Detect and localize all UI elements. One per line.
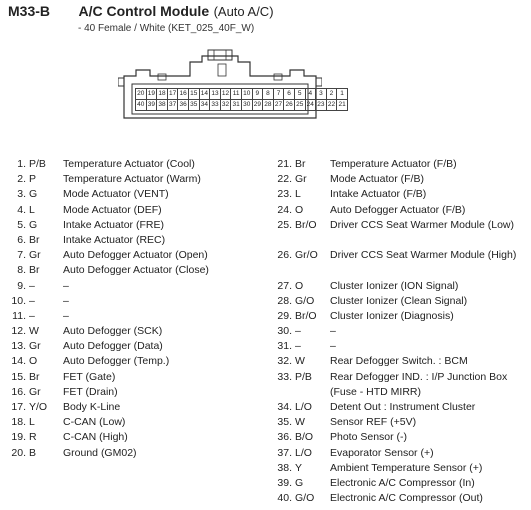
pin-entry [4, 279, 273, 294]
pin-description: Mode Actuator (DEF) [63, 203, 162, 216]
wire-color: B [29, 446, 37, 459]
pin-cell: 14 [199, 89, 210, 100]
wire-color: P/B [295, 370, 312, 383]
pin-description: C-CAN (High) [63, 431, 128, 444]
pin-number: 20. [11, 446, 26, 459]
wire-color: Y [295, 461, 303, 474]
pin-number: 1. [17, 158, 26, 170]
document-header [8, 3, 274, 21]
pin-description: Auto Defogger Actuator (Open) [63, 249, 208, 262]
pin-cell: 30 [241, 100, 252, 111]
pin-entry [268, 476, 530, 491]
pin-description: Auto Defogger (SCK) [63, 325, 163, 338]
pin-description: Rear Defogger Switch. : BCM [330, 355, 468, 368]
pin-cell: 21 [337, 100, 348, 111]
pin-cell: 23 [316, 100, 327, 111]
pin-entry [4, 385, 273, 400]
pin-entry [4, 415, 273, 430]
pin-cell: 15 [188, 89, 199, 100]
wire-color: Gr [295, 173, 307, 186]
pin-entry [4, 172, 273, 187]
connector-spec: - 40 Female / White (KET_025_40F_W) [78, 23, 255, 34]
pin-description: Detent Out : Instrument Cluster [330, 401, 476, 414]
pin-description: Driver CCS Seat Warmer Module (High) [330, 249, 517, 262]
pin-entry [268, 248, 530, 278]
pin-description: Cluster Ionizer (Diagnosis) [330, 309, 454, 322]
pin-description: Cluster Ionizer (ION Signal) [330, 279, 459, 292]
pin-description: – [63, 279, 69, 292]
wire-color: O [295, 279, 304, 292]
pin-list-left [4, 157, 273, 461]
pin-number: 29. [277, 309, 292, 322]
pin-cell: 33 [210, 100, 221, 111]
wire-color: G [29, 218, 38, 231]
pin-entry [268, 415, 530, 430]
pin-cell: 6 [284, 89, 295, 100]
pin-cell: 19 [146, 89, 157, 100]
pin-cell: 29 [252, 100, 263, 111]
pin-number: 17. [11, 401, 26, 413]
wire-color: Gr [29, 385, 41, 398]
pin-description: Body K-Line [63, 401, 121, 413]
pin-list-right [268, 157, 530, 506]
wire-color: Br [29, 370, 40, 383]
wire-color: W [295, 416, 305, 429]
pin-description: Intake Actuator (REC) [63, 233, 166, 246]
pin-number: 12. [11, 325, 26, 338]
pin-entry [4, 248, 273, 263]
pin-entry [268, 218, 530, 248]
pin-cell: 26 [284, 100, 295, 111]
wire-color: G/O [295, 294, 315, 307]
pin-entry [4, 370, 273, 385]
pin-number: 25. [277, 218, 292, 231]
pin-entry [4, 446, 273, 461]
pin-description: Cluster Ionizer (Clean Signal) [330, 294, 468, 307]
wire-color: G [29, 188, 38, 201]
pin-number: 24. [277, 203, 292, 216]
pin-number: 3. [17, 188, 26, 201]
wire-color: Br [29, 264, 40, 277]
pin-cell: 22 [326, 100, 337, 111]
pin-cell: 2 [326, 89, 337, 100]
pin-number: 27. [277, 279, 292, 292]
pin-entry [268, 172, 530, 187]
pin-description: FET (Drain) [63, 385, 118, 398]
pin-number: 26. [277, 249, 292, 262]
connector-pin-grid [135, 88, 348, 111]
pin-cell: 13 [210, 89, 221, 100]
pin-description: Driver CCS Seat Warmer Module (Low) [330, 218, 514, 231]
pin-entry [268, 294, 530, 309]
pin-cell: 11 [231, 89, 242, 100]
wire-color: Br [295, 158, 306, 170]
pin-description: FET (Gate) [63, 370, 116, 383]
pin-description: Mode Actuator (VENT) [63, 188, 169, 201]
pin-entry [268, 491, 530, 506]
pin-number: 9. [17, 279, 26, 292]
wire-color: – [29, 294, 35, 307]
pin-description: Electronic A/C Compressor (Out) [330, 492, 483, 505]
pin-description: – [63, 294, 69, 307]
pin-description: Rear Defogger IND. : I/P Junction Box (Fuse - HTD MIRR) [330, 370, 508, 398]
pin-entry [268, 354, 530, 369]
pin-entry [4, 324, 273, 339]
pin-number: 11. [12, 309, 26, 322]
pin-description: Intake Actuator (F/B) [330, 188, 427, 201]
pin-entry [4, 430, 273, 445]
pin-number: 19. [11, 431, 26, 444]
pin-entry [4, 294, 273, 309]
wire-color: L [29, 203, 35, 216]
pin-entry [4, 157, 273, 172]
wire-color: – [295, 325, 301, 338]
pin-number: 5. [17, 218, 26, 231]
pin-entry [268, 203, 530, 218]
wire-color: R [29, 431, 37, 444]
pin-cell: 7 [273, 89, 284, 100]
pin-entry [4, 203, 273, 218]
pin-number: 2. [17, 173, 26, 186]
pin-description: – [63, 309, 69, 322]
pin-number: 39. [277, 476, 292, 489]
wire-color: Y/O [29, 401, 48, 413]
pin-description: Auto Defogger (Data) [63, 340, 163, 353]
wire-color: G/O [295, 492, 315, 505]
pin-number: 23. [277, 188, 292, 201]
pin-number: 36. [277, 431, 292, 444]
pin-cell: 35 [188, 100, 199, 111]
pin-description: Auto Defogger Actuator (Close) [63, 264, 209, 277]
pin-entry [268, 461, 530, 476]
pin-entry [268, 279, 530, 294]
pin-cell: 28 [263, 100, 274, 111]
pin-cell: 38 [157, 100, 168, 111]
pin-description: Auto Defogger Actuator (F/B) [330, 203, 466, 216]
pin-entry [4, 218, 273, 233]
pin-cell: 24 [305, 100, 316, 111]
pin-number: 21. [277, 158, 292, 170]
pin-number: 18. [11, 416, 26, 429]
pin-cell: 18 [157, 89, 168, 100]
pin-cell: 20 [136, 89, 147, 100]
pin-description: – [330, 325, 336, 338]
pin-entry [4, 400, 273, 415]
pin-description: Ground (GM02) [63, 446, 137, 459]
pin-description: Electronic A/C Compressor (In) [330, 476, 475, 489]
pin-description: Intake Actuator (FRE) [63, 218, 164, 231]
pin-number: 38. [277, 461, 292, 474]
pin-number: 4. [17, 203, 26, 216]
wire-color: G [295, 476, 304, 489]
wire-color: B/O [295, 431, 314, 444]
wire-color: O [295, 203, 304, 216]
pin-number: 31. [277, 340, 292, 353]
wire-color: L/O [295, 446, 312, 459]
pin-cell: 32 [220, 100, 231, 111]
pin-number: 13. [11, 340, 26, 353]
pin-number: 32. [277, 355, 292, 368]
pin-entry [4, 354, 273, 369]
pin-entry [268, 309, 530, 324]
pin-cell: 16 [178, 89, 189, 100]
pin-entry [4, 187, 273, 202]
pin-entry [4, 339, 273, 354]
pin-row-top [136, 89, 348, 100]
wire-color: Gr/O [295, 249, 318, 262]
pin-number: 30. [277, 325, 292, 338]
wire-color: L [29, 416, 35, 429]
pin-entry [4, 309, 273, 324]
wire-color: – [29, 309, 35, 322]
pin-description: Auto Defogger (Temp.) [63, 355, 170, 368]
pin-cell: 10 [241, 89, 252, 100]
wire-color: Br [29, 233, 40, 246]
wire-color: Gr [29, 340, 41, 353]
pin-description: Ambient Temperature Sensor (+) [330, 461, 483, 474]
pin-cell: 5 [294, 89, 305, 100]
pin-cell: 39 [146, 100, 157, 111]
pin-row-bottom [136, 100, 348, 111]
pin-entry [268, 446, 530, 461]
pin-number: 10. [11, 294, 26, 307]
pin-entry [268, 370, 530, 400]
wire-color: Br/O [295, 309, 317, 322]
pin-entry [268, 430, 530, 445]
pin-cell: 34 [199, 100, 210, 111]
pin-entry [268, 400, 530, 415]
pin-cell: 3 [316, 89, 327, 100]
wire-color: O [29, 355, 38, 368]
pin-number: 15. [11, 370, 26, 383]
pin-entry [268, 187, 530, 202]
pin-cell: 36 [178, 100, 189, 111]
document-title: A/C Control Module [78, 3, 210, 19]
pin-number: 8. [17, 264, 26, 277]
wire-color: W [29, 325, 39, 338]
pin-entry [268, 324, 530, 339]
pin-cell: 9 [252, 89, 263, 100]
wire-color: P/B [29, 158, 46, 170]
pin-cell: 37 [167, 100, 178, 111]
pin-description: – [330, 340, 336, 353]
pin-cell: 17 [167, 89, 178, 100]
wire-color: – [295, 340, 301, 353]
pin-cell: 1 [337, 89, 348, 100]
pin-number: 14. [11, 355, 26, 368]
pin-description: Evaporator Sensor (+) [330, 446, 434, 459]
pin-number: 22. [277, 173, 292, 186]
pin-entry [4, 233, 273, 248]
pin-cell: 8 [263, 89, 274, 100]
pin-description: Temperature Actuator (Warm) [63, 173, 201, 186]
pin-number: 34. [277, 401, 292, 414]
pin-entry [268, 157, 530, 172]
connector-code: M33-B [8, 3, 51, 19]
pin-description: Photo Sensor (-) [330, 431, 408, 444]
pin-number: 28. [277, 294, 292, 307]
wire-color: L/O [295, 401, 312, 414]
pin-entry [4, 263, 273, 278]
pin-cell: 25 [294, 100, 305, 111]
pin-number: 40. [277, 492, 292, 505]
pin-description: Mode Actuator (F/B) [330, 173, 424, 186]
document-subtitle: (Auto A/C) [213, 4, 274, 19]
pin-number: 37. [277, 446, 292, 459]
pin-description: Temperature Actuator (F/B) [330, 158, 457, 170]
pin-cell: 12 [220, 89, 231, 100]
wire-color: – [29, 279, 35, 292]
pin-description: Temperature Actuator (Cool) [63, 158, 195, 170]
pin-cell: 40 [136, 100, 147, 111]
pin-number: 33. [277, 370, 292, 383]
pin-number: 7. [17, 249, 26, 262]
pin-cell: 4 [305, 89, 316, 100]
wire-color: Br/O [295, 218, 317, 231]
wire-color: L [295, 188, 301, 201]
pin-number: 16. [11, 385, 26, 398]
wire-color: Gr [29, 249, 41, 262]
pin-cell: 27 [273, 100, 284, 111]
pin-cell: 31 [231, 100, 242, 111]
pin-description: Sensor REF (+5V) [330, 416, 417, 429]
wire-color: W [295, 355, 305, 368]
pin-entry [268, 339, 530, 354]
pin-number: 6. [17, 233, 26, 246]
pin-number: 35. [277, 416, 292, 429]
wire-color: P [29, 173, 37, 186]
pin-description: C-CAN (Low) [63, 416, 126, 429]
